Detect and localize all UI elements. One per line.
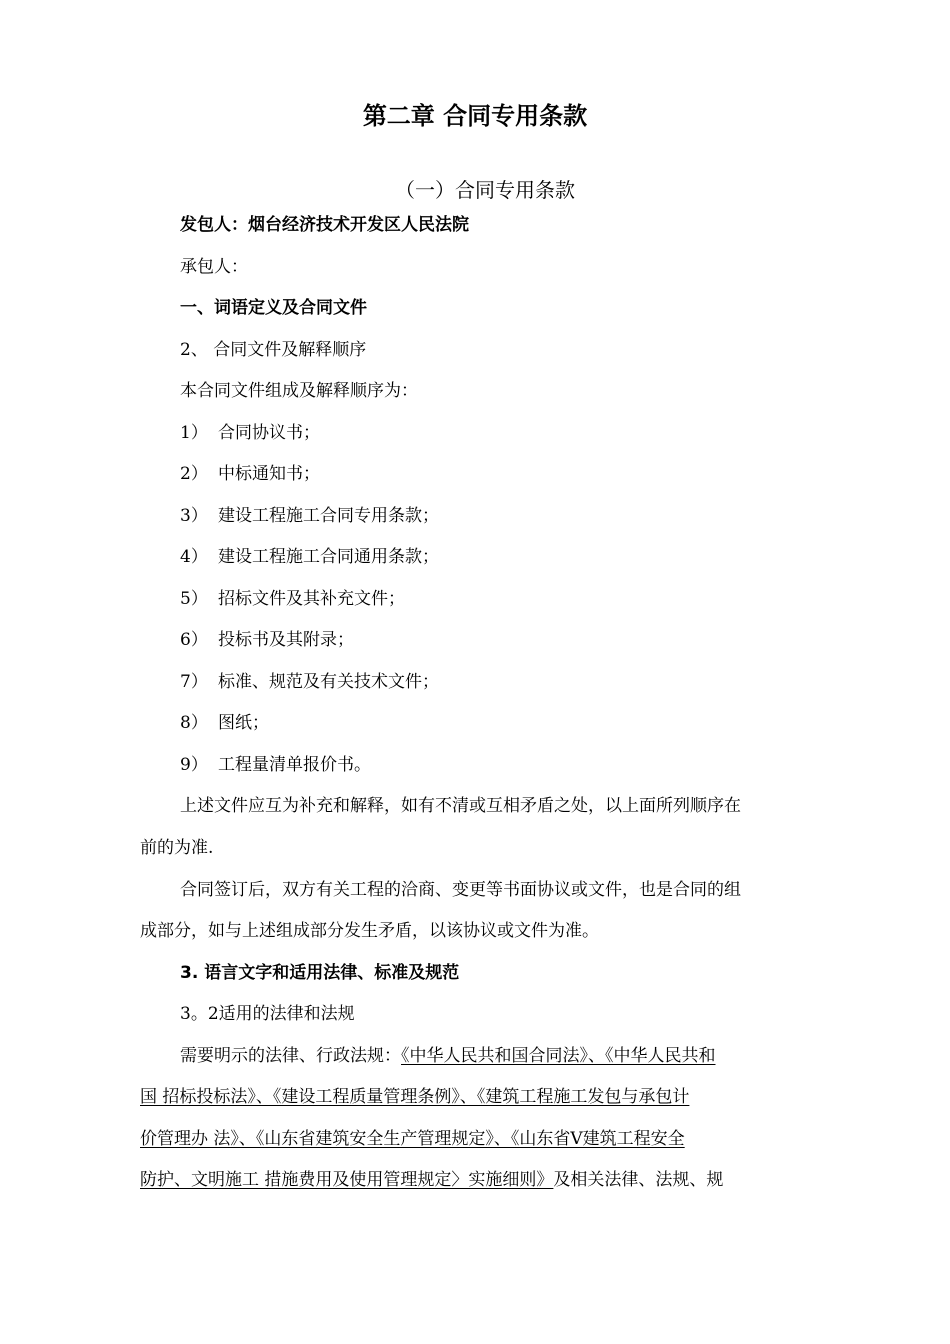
list-number: 4）: [180, 547, 208, 567]
list-number: 1）: [180, 423, 208, 443]
paragraph-amend-line2: 成部分，如与上述组成部分发生矛盾，以该协议或文件为准。: [140, 921, 599, 941]
intro-line: 本合同文件组成及解释顺序为：: [180, 381, 418, 401]
laws-list-part2: 国 招标投标法》、《建设工程质量管理条例》、《建筑工程施工发包与承包计: [140, 1087, 690, 1107]
list-text: 投标书及其附录；: [218, 630, 354, 650]
list-item: [180, 671, 860, 693]
list-number: 8）: [180, 713, 208, 733]
list-number: 3）: [180, 506, 208, 526]
list-item: [180, 505, 860, 527]
laws-list-rest: 及相关法律、法规、规: [553, 1170, 724, 1190]
list-item: [180, 754, 860, 776]
list-text: 合同协议书；: [218, 423, 320, 443]
laws-line4: [140, 1169, 820, 1191]
chapter-title: 第二章 合同专用条款: [362, 102, 588, 130]
heading-applicable-laws: 3。2适用的法律和法规: [180, 1004, 355, 1024]
list-item: [180, 422, 860, 444]
laws-list-part1: 《中华人民共和国合同法》、《中华人民共和: [401, 1046, 716, 1066]
list-item: [180, 712, 860, 734]
heading-language-law: 3. 语言文字和适用法律、标准及规范: [180, 963, 460, 983]
list-item: [180, 463, 860, 485]
paragraph-amend-line1: 合同签订后，双方有关工程的洽商、变更等书面协议或文件，也是合同的组: [180, 880, 741, 900]
laws-line3: [140, 1128, 820, 1150]
list-text: 工程量清单报价书。: [218, 755, 371, 775]
list-number: 7）: [180, 672, 208, 692]
list-text: 图纸；: [218, 713, 269, 733]
laws-list-part4: 防护、文明施工 措施费用及使用管理规定〉实施细则》: [140, 1170, 554, 1190]
list-number: 6）: [180, 630, 208, 650]
employer-line: 发包人：烟台经济技术开发区人民法院: [180, 215, 469, 235]
list-number: 5）: [180, 589, 208, 609]
list-item: [180, 588, 860, 610]
list-text: 建设工程施工合同通用条款；: [218, 547, 439, 567]
list-text: 标准、规范及有关技术文件；: [218, 672, 439, 692]
list-number: 9）: [180, 755, 208, 775]
paragraph-order-line2: 前的为准.: [140, 838, 214, 858]
laws-list-part3: 价管理办 法》、《山东省建筑安全生产管理规定》、《山东省Ⅴ建筑工程安全: [140, 1129, 685, 1149]
laws-line2: [140, 1086, 820, 1108]
contractor-line: 承包人：: [180, 257, 248, 277]
section-title: （一）合同专用条款: [395, 178, 575, 202]
laws-prefix: 需要明示的法律、行政法规：: [180, 1046, 401, 1066]
list-number: 2）: [180, 464, 208, 484]
list-item: [180, 629, 860, 651]
list-item: [180, 546, 860, 568]
list-text: 招标文件及其补充文件；: [218, 589, 405, 609]
list-text: 建设工程施工合同专用条款；: [218, 506, 439, 526]
laws-line1: [180, 1045, 860, 1067]
list-text: 中标通知书；: [218, 464, 320, 484]
paragraph-order-line1: 上述文件应互为补充和解释，如有不清或互相矛盾之处，以上面所列顺序在: [180, 796, 741, 816]
heading-contract-docs: 2、 合同文件及解释顺序: [180, 340, 367, 360]
heading-definitions: 一、词语定义及合同文件: [180, 298, 367, 318]
